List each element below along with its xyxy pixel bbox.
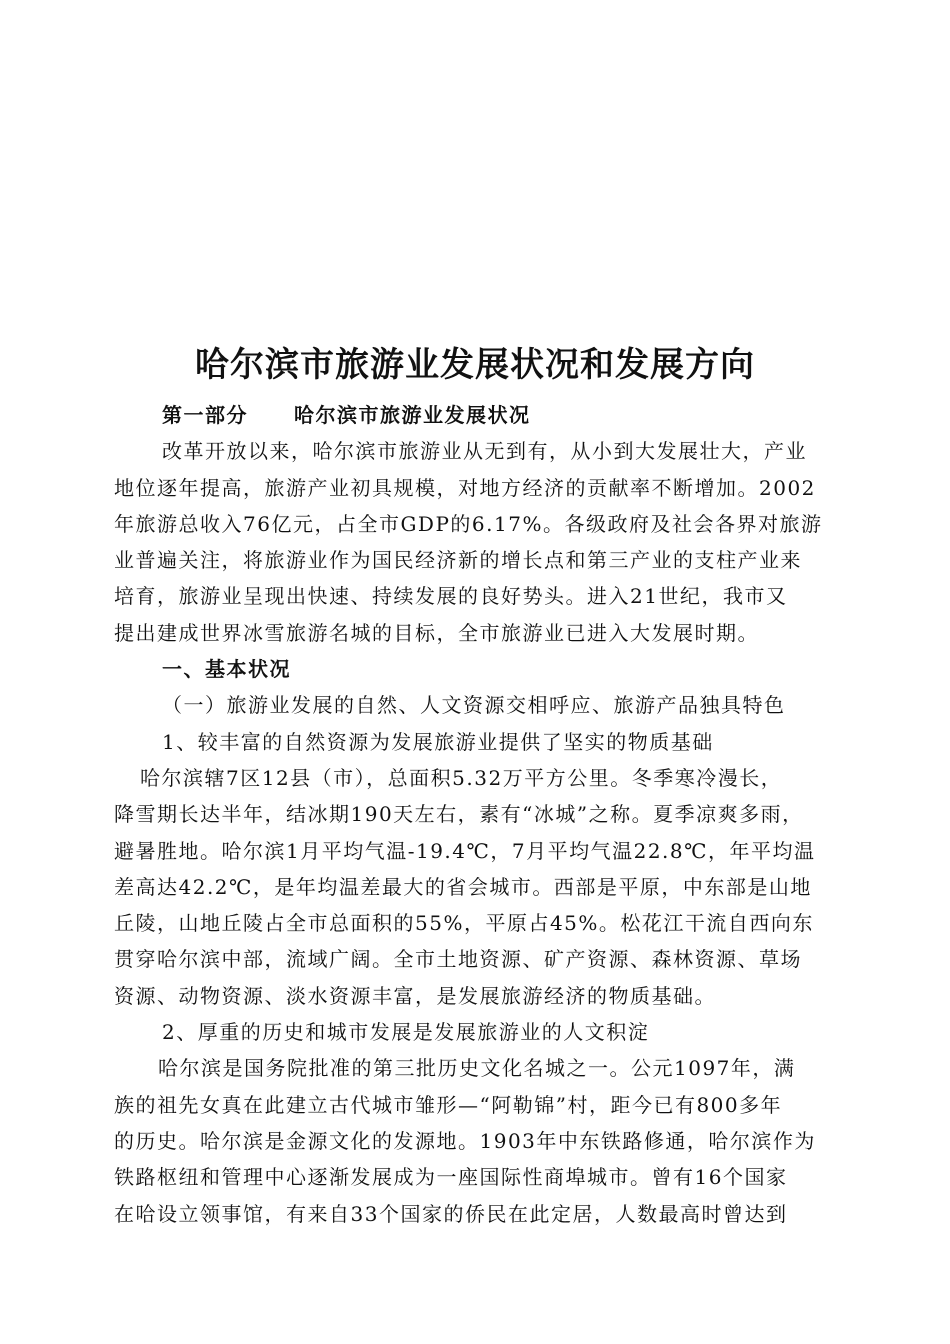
part-heading xyxy=(114,397,848,433)
subsection-heading-rest: 业发展的自然、人文资源交相呼应、旅游产品独具特色 xyxy=(269,693,786,718)
part-heading-text: 哈尔滨市旅游业发展状况 xyxy=(294,403,531,427)
paragraph-line: 差高达42.2℃，是年均温差最大的省会城市。西部是平原，中东部是山地 xyxy=(114,874,812,899)
paragraph-line: 改革开放以来，哈尔滨市旅游业从无到有，从小到大发展壮大，产业 xyxy=(162,439,807,464)
paragraph-line: 避暑胜地。哈尔滨1月平均气温-19.4℃，7月平均气温22.8℃，年平均温 xyxy=(114,838,816,863)
paragraph-line: 铁路枢纽和管理中心逐渐发展成为一座国际性商埠城市。曾有16个国家 xyxy=(114,1165,788,1190)
item-heading-history: 2、厚重的历史和城市发展是发展旅游业的人文积淀 xyxy=(162,1020,650,1045)
paragraph-line: 贯穿哈尔滨中部，流域广阔。全市土地资源、矿产资源、森林资源、草场 xyxy=(114,947,802,972)
document-body xyxy=(114,397,848,1232)
paragraph-line: 提出建成世界冰雪旅游名城的目标，全市旅游业已进入大发展时期。 xyxy=(114,620,759,645)
paragraph-line: 族的祖先女真在此建立古代城市雏形—“阿勒锦”村，距今已有800多年 xyxy=(114,1092,783,1117)
paragraph-line: 年旅游总收入76亿元，占全市GDP的6.17%。各级政府及社会各界对旅游 xyxy=(114,511,823,536)
subsection-heading-prefix: （一）旅游 xyxy=(162,693,270,718)
paragraph-line: 地位逐年提高，旅游产业初具规模，对地方经济的贡献率不断增加。2002 xyxy=(114,475,816,500)
paragraph-line: 在哈设立领事馆，有来自33个国家的侨民在此定居，人数最高时曾达到 xyxy=(114,1201,788,1226)
paragraph-natural xyxy=(114,760,848,1014)
paragraph-line: 哈尔滨是国务院批准的第三批历史文化名城之一。公元1097年，满 xyxy=(158,1056,796,1081)
subsection-heading-resources xyxy=(114,687,848,723)
paragraph-line: 降雪期长达半年，结冰期190天左右，素有“冰城”之称。夏季凉爽多雨， xyxy=(114,802,804,827)
section-heading-basic: 一、基本状况 xyxy=(162,657,291,682)
paragraph-first-rest: 辖7区12县（市），总面积5.32万平方公里。冬季寒冷漫长， xyxy=(204,765,783,790)
paragraph-line: 业普遍关注，将旅游业作为国民经济新的增长点和第三产业的支柱产业来 xyxy=(114,548,802,573)
paragraph-line: 培育，旅游业呈现出快速、持续发展的良好势头。进入21世纪，我市又 xyxy=(114,584,788,609)
paragraph-reform xyxy=(114,433,848,651)
paragraph-line: 的历史。哈尔滨是金源文化的发源地。1903年中东铁路修通，哈尔滨作为 xyxy=(114,1128,816,1153)
part-heading-label: 第一部分 xyxy=(162,403,248,427)
paragraph-line xyxy=(114,760,848,796)
document-title: 哈尔滨市旅游业发展状况和发展方向 xyxy=(195,345,755,385)
paragraph-line: 资源、动物资源、淡水资源丰富，是发展旅游经济的物质基础。 xyxy=(114,983,716,1008)
item-heading-natural: 1、较丰富的自然资源为发展旅游业提供了坚实的物质基础 xyxy=(162,729,714,754)
paragraph-lead: 哈尔滨 xyxy=(140,765,205,790)
paragraph-history xyxy=(114,1050,848,1231)
paragraph-line: 丘陵，山地丘陵占全市总面积的55%，平原占45%。松花江干流自西向东 xyxy=(114,911,814,936)
